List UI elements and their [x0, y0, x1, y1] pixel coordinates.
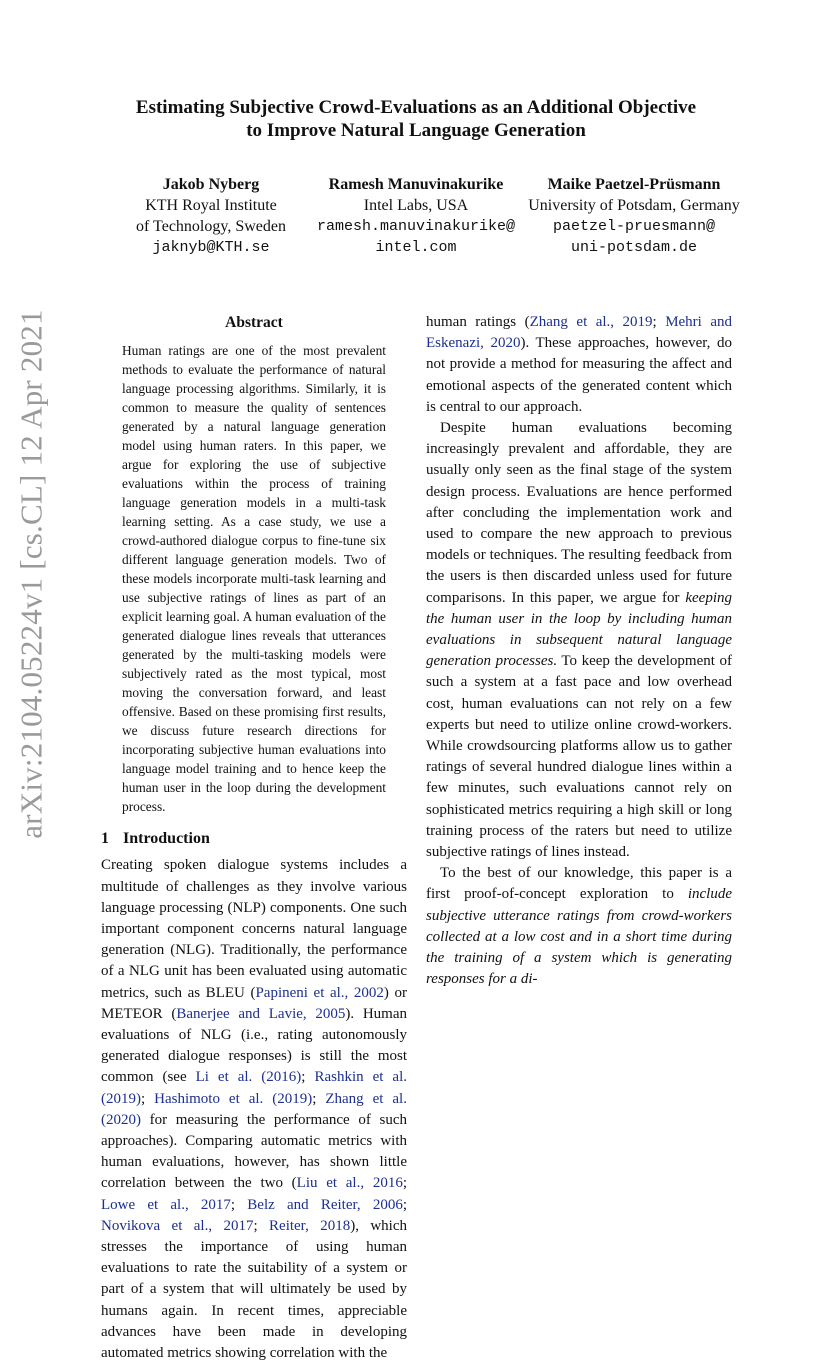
intro-paragraph-3: [426, 863, 732, 990]
citation-link[interactable]: Reiter, 2018: [269, 1217, 351, 1234]
author-name: Jakob Nyberg: [162, 176, 260, 193]
right-column: [426, 312, 732, 991]
arxiv-stamp-text: arXiv:2104.05224v1 [cs.CL] 12 Apr 2021: [14, 309, 50, 839]
title-line-2: to Improve Natural Language Generation: [246, 120, 586, 141]
text-run: ) or METEOR (: [101, 984, 407, 1022]
title-line-1: Estimating Subjective Crowd-Evaluations as an Additional Objective: [135, 97, 697, 118]
citation-link[interactable]: Belz and Reiter, 2006: [247, 1196, 403, 1213]
paper-title: [80, 96, 752, 142]
citation-link[interactable]: Hashimoto et al. (2019): [154, 1090, 313, 1107]
abstract-text: Human ratings are one of the most prevalent methods to evaluate the performance of natural language processing algorithms. Similarly, it is common to measure the quality of sentences generated by a natural language generation model using human raters. In this paper, we argue for exploring the use of subjective evaluations within the process of training language generation models in a multi-task learning setting. As a case study, we use a crowd-authored dialogue corpus to fine-tune six different language generation models. Two of these models incorporate multi-task learning and use subjective ratings of lines as part of an explicit learning goal. A human evaluation of the generated dialogue lines reveals that utterances generated by the multi-tasking models were subjectively rated as the most typical, most moving the conversation forward, and least offensive. Based on these promising first results, we discuss future research directions for incorporating subjective human evaluations into language model training and to hence keep the human user in the loop during the development process.: [122, 343, 386, 815]
text-run: Creating spoken dialogue systems includes a multitude of challenges as they involve various language processing (NLP) components. One such important component concerns natural language generation (NLG). Traditionally, the performance of a NLG unit has been evaluated using automatic metrics, such as BLEU (: [101, 857, 407, 1001]
author-name: Ramesh Manuvinakurike: [328, 176, 504, 193]
left-column: [101, 312, 407, 1364]
citation-link[interactable]: Rashkin et al. (2019): [101, 1069, 407, 1107]
citation-link[interactable]: Novikova et al., 2017: [101, 1217, 254, 1234]
citation-link[interactable]: Zhang et al. (2020): [101, 1090, 407, 1128]
citation-link[interactable]: Banerjee and Lavie, 2005: [176, 1005, 346, 1022]
author-email: jaknyb@KTH.se: [152, 239, 270, 256]
author-affiliation: of Technology, Sweden: [136, 218, 286, 235]
text-run: ;: [230, 1196, 248, 1213]
section-heading-introduction: [101, 828, 407, 849]
text-run: To keep the development of such a system at a fast pace and low overhead cost, human evaluations can not rely on a few experts but need to utilize online crowd-workers. While crowdsourcing platforms allow us to gather ratings of several hundred dialogue lines within a few minutes, such evaluations cannot rely on sophisticated metrics requiring a high skill or long training process of the raters but need to utilize subjective ratings of lines instead.: [426, 653, 732, 861]
author-name: Maike Paetzel-Prüsmann: [547, 176, 721, 193]
text-run: human ratings (: [426, 314, 530, 330]
author-email: paetzel-pruesmann@: [552, 218, 716, 235]
text-run: ;: [253, 1217, 270, 1234]
author-affiliation: Intel Labs, USA: [363, 197, 469, 214]
citation-link[interactable]: Zhang et al., 2019: [529, 314, 653, 330]
section-number: 1: [101, 830, 109, 848]
text-run: ;: [301, 1069, 315, 1086]
intro-paragraph-1: [101, 855, 407, 1364]
author-email: uni-potsdam.de: [570, 239, 698, 256]
intro-paragraph-2: [426, 418, 732, 863]
intro-paragraph-1-continued: [426, 312, 732, 418]
citation-link[interactable]: Papineni et al., 2002: [255, 984, 384, 1001]
text-run: for measuring the performance of such approaches). Comparing automatic metrics with human evaluations, however, has shown little correlation between the two (: [101, 1111, 407, 1192]
text-run: ). These approaches, however, do not provide a method for measuring the affect and emotional aspects of the generated content which is central to our approach.: [426, 335, 732, 415]
text-run: ). Human evaluations of NLG (i.e., rating autonomously generated dialogue responses) is still the most common (see: [101, 1005, 407, 1086]
text-run: Despite human evaluations becoming increasingly prevalent and affordable, they are usually only seen as the final stage of the system design process. Evaluations are hence performed after concluding the implementation work and used to compare the new approach to previous models or techniques. The resulting feedback from the users is then discarded unless used for future comparisons. In this paper, we argue for: [426, 420, 732, 606]
author-affiliation: University of Potsdam, Germany: [528, 197, 740, 214]
author-affiliation: KTH Royal Institute: [145, 197, 277, 214]
section-title: Introduction: [123, 830, 210, 848]
author-3: [528, 174, 740, 258]
text-run: ;: [652, 314, 666, 330]
text-run: ;: [141, 1090, 155, 1107]
author-email: ramesh.manuvinakurike@: [316, 218, 516, 235]
author-1: [128, 174, 294, 258]
emphasis: include subjective utterance ratings from crowd-workers collected at a low cost and in a short time during the training of a system which is generating responses for a di-: [426, 886, 732, 988]
citation-link[interactable]: Lowe et al., 2017: [101, 1196, 231, 1213]
text-run: ), which stresses the importance of using human evaluations to rate the suitability of a system or part of a system that will ultimately be used by humans again. In recent times, appreciable advances have been made in developing automated metrics showing correlation with the: [101, 1217, 408, 1362]
abstract-heading: Abstract: [225, 314, 283, 331]
text-run: To the best of our knowledge, this paper is a first proof-of-concept exploration to: [426, 865, 732, 903]
citation-link[interactable]: Liu et al., 2016: [296, 1175, 403, 1192]
citation-link[interactable]: Mehri and Eskenazi, 2020: [426, 314, 732, 352]
author-email: intel.com: [375, 239, 457, 256]
citation-link[interactable]: Li et al. (2016): [195, 1069, 302, 1086]
author-2: [300, 174, 532, 258]
arxiv-stamp: [6, 309, 58, 839]
emphasis: keeping the human user in the loop by including human evaluations in subsequent natural language generation processes.: [426, 589, 732, 670]
text-run: ;: [402, 1196, 407, 1213]
text-run: ;: [312, 1090, 326, 1107]
text-run: ;: [402, 1175, 408, 1192]
